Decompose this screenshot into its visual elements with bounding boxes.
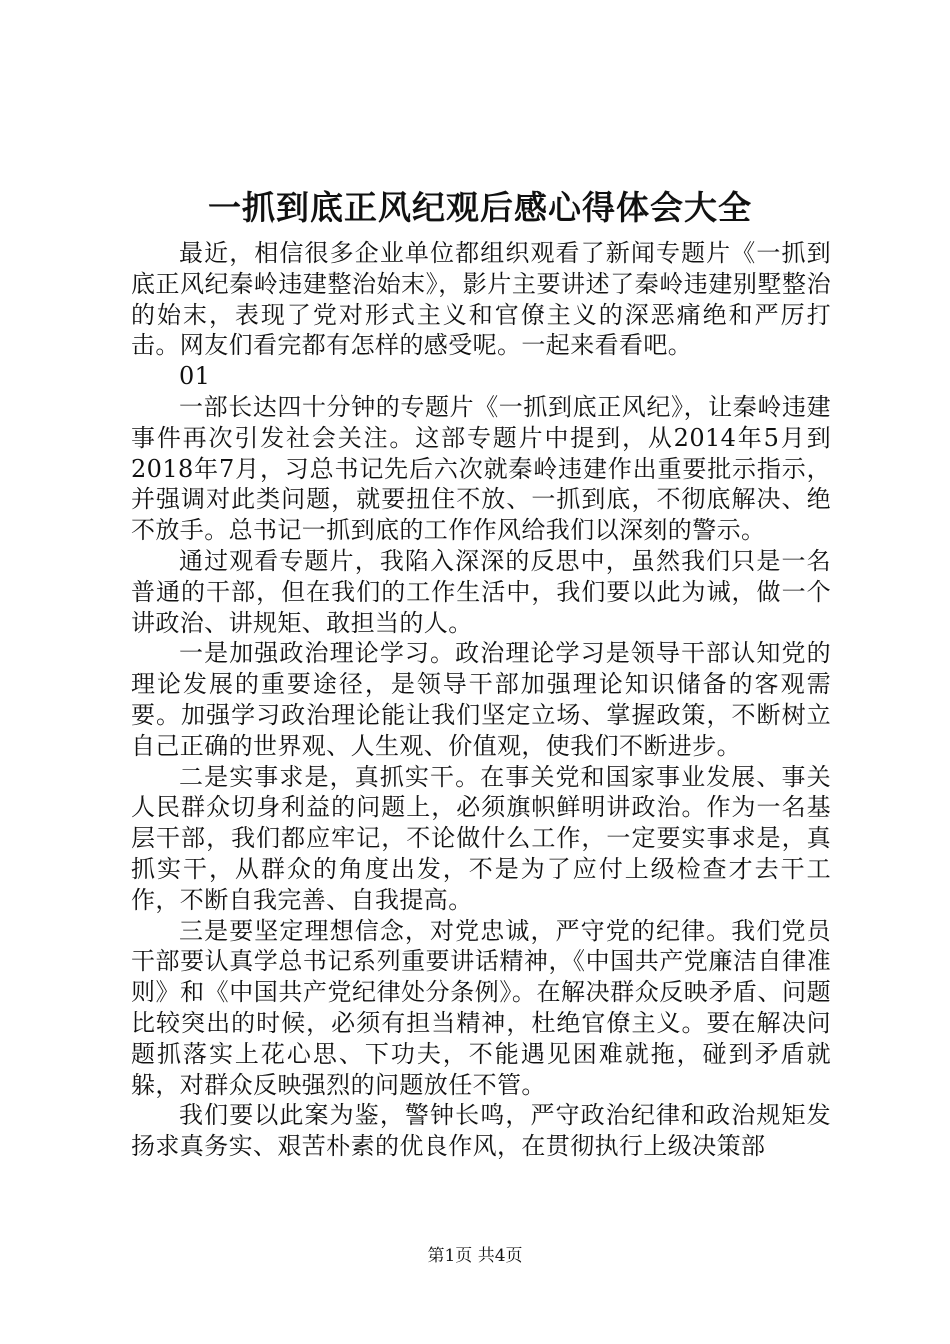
paragraph: 一部长达四十分钟的专题片《一抓到底正风纪》，让秦岭违建事件再次引发社会关注。这部专题片中提到，从2014年5月到2018年7月，习总书记先后六次就秦岭违建作出重要批示指示，并强调对此类问题，就要扭住不放、一抓到底，不彻底解决、绝不放手。总书记一抓到底的工作作风给我们以深刻的警示。 [131,392,831,545]
paragraph: 一是加强政治理论学习。政治理论学习是领导干部认知党的理论发展的重要途径，是领导干部加强理论知识储备的客观需要。加强学习政治理论能让我们坚定立场、掌握政策，不断树立自己正确的世界观、人生观、价值观，使我们不断进步。 [131,639,831,760]
paragraph: 三是要坚定理想信念，对党忠诚，严守党的纪律。我们党员干部要认真学总书记系列重要讲话精神，《中国共产党廉洁自律准则》和《中国共产党纪律处分条例》。在解决群众反映矛盾、问题比较突出的时候，必须有担当精神，杜绝官僚主义。要在解决问题抓落实上花心思、下功夫，不能遇见困难就拖，碰到矛盾就躲，对群众反映强烈的问题放任不管。 [131,916,831,1099]
paragraph: 二是实事求是，真抓实干。在事关党和国家事业发展、事关人民群众切身利益的问题上，必须旗帜鲜明讲政治。作为一名基层干部，我们都应牢记，不论做什么工作，一定要实事求是，真抓实干，从群众的角度出发，不是为了应付上级检查才去干工作，不断自我完善、自我提高。 [131,762,831,914]
page-footer: 第1页 共4页 [427,1246,523,1266]
document-body [131,238,831,1162]
paragraph-intro: 最近，相信很多企业单位都组织观看了新闻专题片《一抓到底正风纪秦岭违建整治始末》，影片主要讲述了秦岭违建别墅整治的始末，表现了党对形式主义和官僚主义的深恶痛绝和严厉打击。网友们看完都有怎样的感受呢。一起来看看吧。 [131,239,831,360]
document-title: 一抓到底正风纪观后感心得体会大全 [208,188,752,227]
paragraph: 通过观看专题片，我陷入深深的反思中，虽然我们只是一名普通的干部，但在我们的工作生活中，我们要以此为诫，做一个讲政治、讲规矩、敢担当的人。 [131,546,831,637]
paragraph: 我们要以此案为鉴，警钟长鸣，严守政治纪律和政治规矩发扬求真务实、艰苦朴素的优良作风，在贯彻执行上级决策部 [131,1101,831,1161]
section-number: 01 [179,362,211,391]
